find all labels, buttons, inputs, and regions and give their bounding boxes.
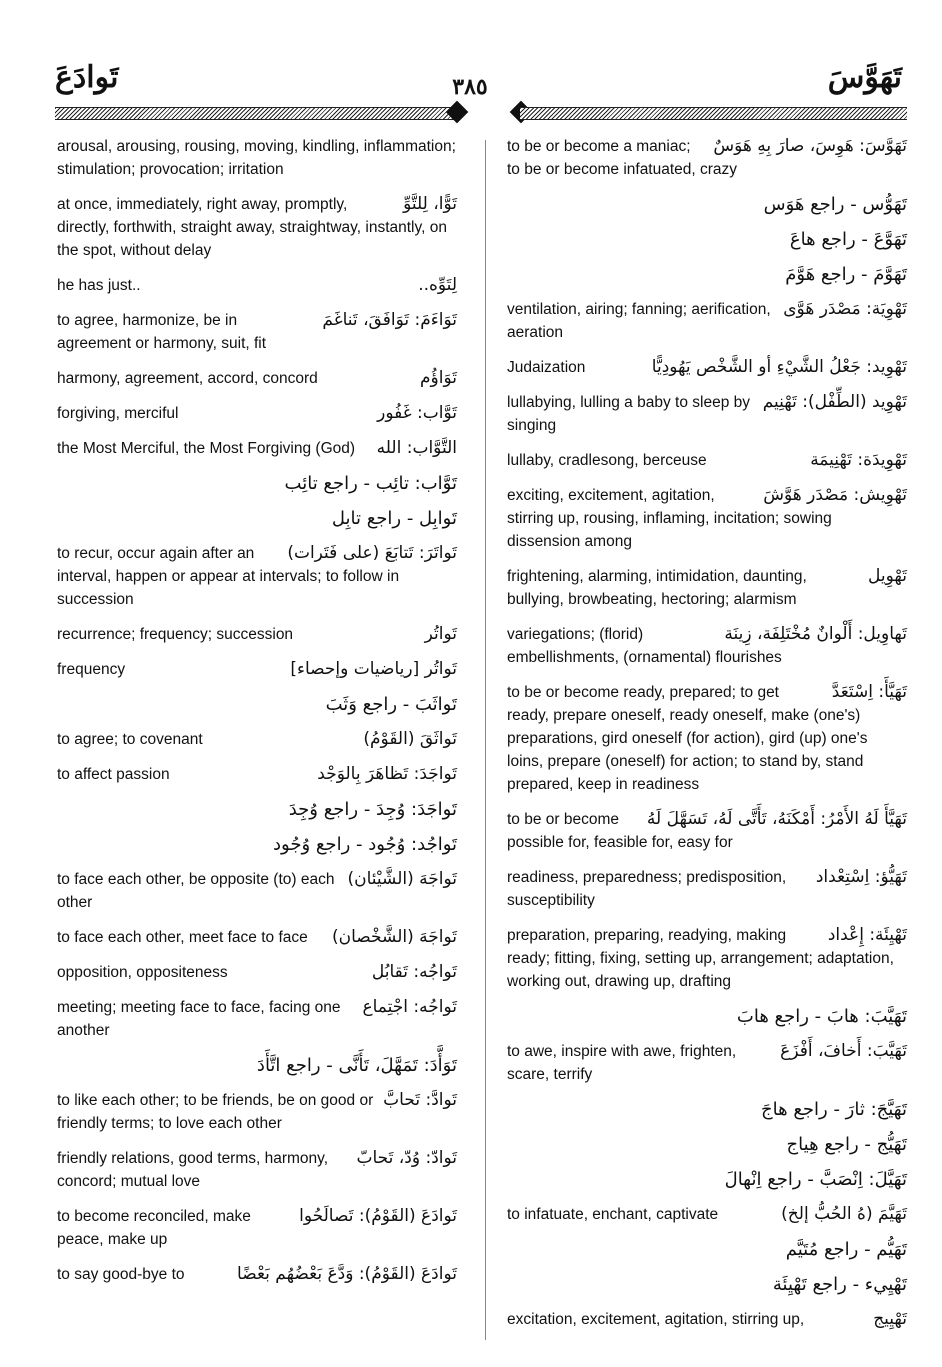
arabic-headword: تَواجَهَ (الشَّخْصان) xyxy=(332,927,457,947)
dictionary-entry xyxy=(57,1205,457,1251)
english-definition: to recur, occur again after an interval, happen or appear at intervals; to follow in succession xyxy=(57,545,400,608)
dictionary-entry xyxy=(507,924,907,993)
cross-reference-entry: تَهْيِيء - راجع تَهْيِئَة xyxy=(772,1274,907,1295)
cross-reference-entry: تَوَّاب: تائِب - راجع تائِب xyxy=(284,473,457,494)
dictionary-entry xyxy=(57,402,457,425)
english-definition: to become reconciled, make peace, make up xyxy=(57,1208,251,1248)
dictionary-entry xyxy=(57,367,457,390)
english-definition: to awe, inspire with awe, frighten, scare, terrify xyxy=(507,1043,737,1083)
arabic-headword: تَهْوِيل xyxy=(868,566,907,586)
english-definition: he has just.. xyxy=(57,277,141,294)
dictionary-entry xyxy=(57,1147,457,1193)
dictionary-entry xyxy=(507,866,907,912)
english-definition: forgiving, merciful xyxy=(57,405,179,422)
dictionary-entry xyxy=(57,961,457,984)
english-definition: meeting; meeting face to face, facing one another xyxy=(57,999,341,1039)
cross-reference-entry: تَهَوُّس - راجع هَوَس xyxy=(763,194,907,215)
cross-reference-entry: تَهَيُّج - راجع هِياج xyxy=(786,1134,907,1155)
dictionary-entry xyxy=(57,926,457,949)
dictionary-entry xyxy=(507,356,907,379)
dictionary-entry xyxy=(57,135,457,181)
english-definition: frightening, alarming, intimidation, daunting, bullying, browbeating, hectoring; alarmism xyxy=(507,568,807,608)
arabic-headword: تَهَيَّأَ لَهُ الأَمْرُ: أَمْكَنَهُ، تَأَتَّى لَهُ، تَسَهَّلَ لَهُ xyxy=(646,809,907,829)
english-definition: to face each other, meet face to face xyxy=(57,929,308,946)
english-definition: to affect passion xyxy=(57,766,170,783)
english-definition: readiness, preparedness; predisposition, susceptibility xyxy=(507,869,787,909)
dictionary-entry xyxy=(57,437,457,460)
dictionary-entry xyxy=(57,623,457,646)
cross-reference-entry: تَهَيَّجَ: ثارَ - راجع هاجَ xyxy=(761,1099,907,1120)
cross-reference-entry: تَواجُد: وُجُود - راجع وُجُود xyxy=(273,834,457,855)
arabic-headword: تَواتُر xyxy=(424,624,457,644)
page-header xyxy=(0,0,942,125)
cross-reference-entry: تَهَيَّبَ: هابَ - راجع هابَ xyxy=(736,1006,907,1027)
english-definition: to agree, harmonize, be in agreement or harmony, suit, fit xyxy=(57,312,267,352)
english-definition: to be or become possible for, feasible for, easy for xyxy=(507,811,733,851)
dictionary-entry xyxy=(507,1040,907,1086)
arabic-headword: تَوادَعَ (القَوْمُ): تَصالَحُوا xyxy=(299,1206,457,1226)
english-definition: to agree; to covenant xyxy=(57,731,203,748)
english-definition: the Most Merciful, the Most Forgiving (God) xyxy=(57,440,356,457)
arabic-headword: تَواجَدَ: تَظاهَرَ بِالوَجْد xyxy=(317,764,457,784)
dictionary-entry xyxy=(57,1089,457,1135)
english-definition: arousal, arousing, rousing, moving, kindling, inflammation; stimulation; provocation; irritation xyxy=(57,138,456,178)
arabic-headword: تَواجَهَ (الشَّيْئان) xyxy=(347,869,457,889)
arabic-headword: تَهْوِيش: مَصْدَر هَوَّشَ xyxy=(763,485,907,505)
dictionary-entry xyxy=(507,565,907,611)
arabic-headword: تَواثَقَ (القَوْمُ) xyxy=(363,729,457,749)
dictionary-entry xyxy=(57,763,457,786)
dictionary-entry xyxy=(57,1263,457,1286)
arabic-headword: تَهْيِيج xyxy=(873,1309,907,1329)
arabic-headword: تَوَاءَمَ: تَوَافَقَ، تَناغَمَ xyxy=(322,310,457,330)
right-column xyxy=(507,135,907,1343)
arabic-headword: تَهَيَّأَ: اِسْتَعَدَّ xyxy=(831,682,907,702)
english-definition: variegations; (florid) embellishments, (ornamental) flourishes xyxy=(507,626,782,666)
right-guide-word: تَهَوَّسَ xyxy=(827,60,902,95)
arabic-headword: تَهَيَّبَ: أَخافَ، أَفْزَعَ xyxy=(780,1041,907,1061)
arabic-headword: تَوَاؤُم xyxy=(420,368,457,388)
english-definition: frequency xyxy=(57,661,126,678)
english-definition: to say good-bye to xyxy=(57,1266,185,1283)
dictionary-entry xyxy=(57,996,457,1042)
dictionary-entry xyxy=(57,658,457,681)
arabic-headword: تَواجُه: اجْتِماع xyxy=(362,997,457,1017)
english-definition: Judaization xyxy=(507,359,586,376)
arabic-headword: تَوًّا، لِلتَّوِّ xyxy=(403,194,457,214)
arabic-headword: لِتَوِّه.. xyxy=(418,275,457,295)
cross-reference-entry: تَوابِل - راجع تابِل xyxy=(331,508,457,529)
arabic-headword: تَهْيِئَة: إِعْداد xyxy=(827,925,907,945)
arabic-headword: تَوادّ: وُدّ، تَحابّ xyxy=(356,1148,457,1168)
column-divider xyxy=(485,140,486,1340)
english-definition: to like each other; to be friends, be on good or friendly terms; to love each other xyxy=(57,1092,374,1132)
arabic-headword: تَهْوِيَة: مَصْدَر هَوَّى xyxy=(783,299,907,319)
english-definition: harmony, agreement, accord, concord xyxy=(57,370,318,387)
dictionary-entry xyxy=(57,868,457,914)
cross-reference-entry: تَواثَبَ - راجع وَثَبَ xyxy=(325,694,457,715)
arabic-headword: تَوادَعَ (القَوْمُ): وَدَّعَ بَعْضُهُم بَعْضًا xyxy=(237,1264,457,1284)
cross-reference-entry: تَهَيُّم - راجع مُتَيَّم xyxy=(785,1239,907,1260)
english-definition: to be or become ready, prepared; to get ready, prepare oneself, ready oneself, make (one's) preparations, gird oneself (for action), gird (up) one's loins, prepare (oneself) for action; to stand by, stand prepared, keep in readiness xyxy=(507,684,868,793)
arabic-headword: تَواتُر [رياضيات وإحصاء] xyxy=(290,659,457,679)
english-definition: to infatuate, enchant, captivate xyxy=(507,1206,719,1223)
arabic-headword: تَهَوَّسَ: هَوِسَ، صارَ بِهِ هَوَسٌ xyxy=(713,136,907,156)
english-definition: lullaby, cradlesong, berceuse xyxy=(507,452,707,469)
header-rule-left xyxy=(55,107,455,120)
cross-reference-entry: تَوَأَّدَ: تَمَهَّلَ، تَأَنَّى - راجع اتَّأَدَ xyxy=(256,1055,457,1076)
header-rule-right xyxy=(520,107,907,120)
arabic-headword: تَوادَّ: تَحابَّ xyxy=(383,1090,457,1110)
dictionary-entry xyxy=(507,484,907,553)
english-definition: exciting, excitement, agitation, stirring up, rousing, inflaming, incitation; sowing dissension among xyxy=(507,487,832,550)
dictionary-entry xyxy=(507,135,907,181)
page-number: ٣٨٥ xyxy=(452,74,488,100)
dictionary-entry xyxy=(507,623,907,669)
arabic-headword: تَهَيَّمَ (هُ الحُبُّ إلخ) xyxy=(781,1204,907,1224)
cross-reference-entry: تَهَوَّعَ - راجع هاعَ xyxy=(789,229,907,250)
arabic-headword: تَهاوِيل: أَلْوانٌ مُخْتَلِفَة، زِينَة xyxy=(724,624,907,644)
left-guide-word: تَوادَعَ xyxy=(55,60,119,95)
english-definition: ventilation, airing; fanning; aerification, aeration xyxy=(507,301,771,341)
english-definition: excitation, excitement, agitation, stirring up, xyxy=(507,1311,805,1328)
arabic-headword: تَواجُه: تَقابُل xyxy=(371,962,457,982)
left-column xyxy=(57,135,457,1298)
english-definition: lullabying, lulling a baby to sleep by singing xyxy=(507,394,750,434)
cross-reference-entry: تَواجَدَ: وُجِدَ - راجع وُجِدَ xyxy=(288,799,457,820)
arabic-headword: تَهْوِيدَة: تَهْنِيمَة xyxy=(810,450,907,470)
dictionary-entry xyxy=(57,542,457,611)
arabic-headword: تَهْوِيد (الطِّفْل): تَهْنِيم xyxy=(762,392,907,412)
dictionary-entry xyxy=(57,728,457,751)
english-definition: friendly relations, good terms, harmony, concord; mutual love xyxy=(57,1150,329,1190)
dictionary-entry xyxy=(57,309,457,355)
arabic-headword: تَوَّاب: غَفُور xyxy=(377,403,457,423)
dictionary-entry xyxy=(507,449,907,472)
dictionary-entry xyxy=(507,298,907,344)
english-definition: at once, immediately, right away, promptly, directly, forthwith, straight away, straightway, instantly, on the spot, without delay xyxy=(57,196,447,259)
arabic-headword: تَهَيُّؤ: اِسْتِعْداد xyxy=(815,867,907,887)
dictionary-entry xyxy=(507,681,907,796)
dictionary-entry xyxy=(507,1308,907,1331)
english-definition: preparation, preparing, readying, making ready; fitting, fixing, setting up, arrangement; adaptation, working out, drawing up, drafting xyxy=(507,927,894,990)
english-definition: to be or become a maniac; to be or become infatuated, crazy xyxy=(507,138,738,178)
dictionary-entry xyxy=(57,274,457,297)
cross-reference-entry: تَهَوَّمَ - راجع هَوَّمَ xyxy=(785,264,907,285)
dictionary-entry xyxy=(57,193,457,262)
arabic-headword: التَّوَّاب: الله xyxy=(376,438,457,458)
english-definition: to face each other, be opposite (to) each other xyxy=(57,871,335,911)
english-definition: recurrence; frequency; succession xyxy=(57,626,294,643)
english-definition: opposition, oppositeness xyxy=(57,964,228,981)
dictionary-entry xyxy=(507,391,907,437)
arabic-headword: تَهْوِيد: جَعْلُ الشَّيْءِ أو الشَّخْص يَهُودِيًّا xyxy=(651,357,907,377)
arabic-headword: تَواتَرَ: تَتابَعَ (على فَتَرات) xyxy=(287,543,457,563)
dictionary-entry xyxy=(507,808,907,854)
cross-reference-entry: تَهَيَّلَ: اِنْصَبَّ - راجع اِنْهالَ xyxy=(724,1169,907,1190)
dictionary-entry xyxy=(507,1203,907,1226)
